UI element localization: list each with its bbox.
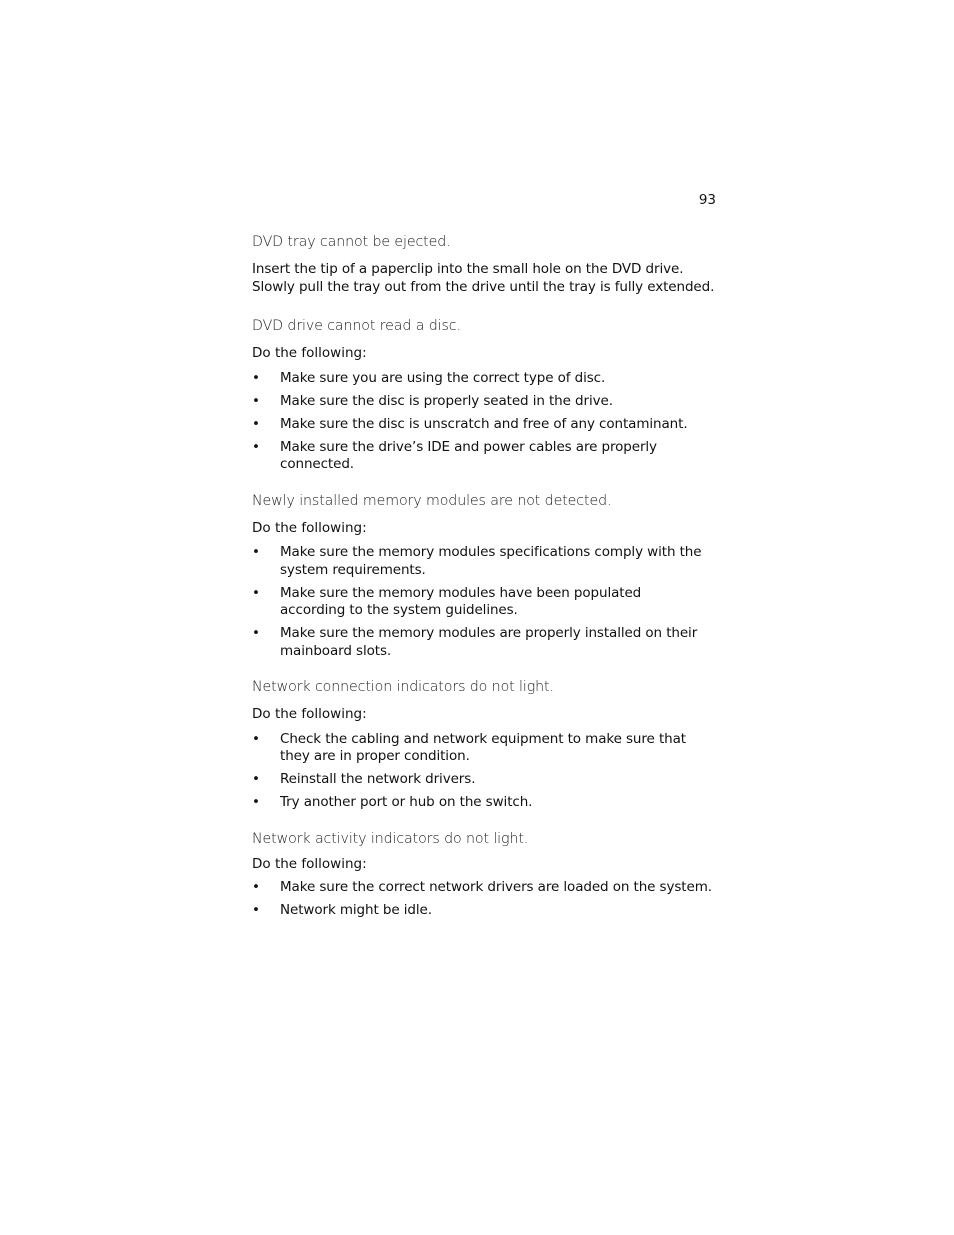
list-item — [252, 794, 722, 812]
bullet-icon: • — [252, 415, 260, 432]
intro-text: Do the following: — [252, 519, 367, 536]
section-network-activity — [252, 830, 722, 920]
list-item — [252, 771, 722, 789]
bullet-list — [252, 544, 722, 660]
list-item-text: Check the cabling and network equipment to make sure that they are in proper condition. — [280, 730, 686, 764]
list-item — [252, 902, 722, 920]
paragraph-line: Slowly pull the tray out from the drive until the tray is fully extended. — [252, 278, 715, 295]
list-item — [252, 416, 722, 434]
paragraph-line: Insert the tip of a paperclip into the small hole on the DVD drive. — [252, 261, 684, 277]
bullet-icon: • — [252, 392, 260, 409]
list-item-text: Network might be idle. — [280, 902, 432, 918]
list-item-text: Make sure the memory modules have been populated according to the system guidelines. — [280, 584, 642, 618]
list-item — [252, 585, 722, 620]
list-item — [252, 625, 722, 660]
list-item — [252, 370, 722, 388]
list-item — [252, 544, 722, 579]
list-item-text: Try another port or hub on the switch. — [280, 794, 533, 810]
page-content — [252, 233, 722, 920]
intro-text: Do the following: — [252, 706, 367, 722]
list-item — [252, 393, 722, 411]
bullet-icon: • — [252, 544, 260, 560]
list-item-text: Make sure the drive’s IDE and power cables are properly connected. — [280, 438, 657, 472]
section-network-connection — [252, 678, 722, 812]
intro-text: Do the following: — [252, 345, 367, 361]
bullet-icon: • — [252, 902, 260, 918]
bullet-icon: • — [252, 369, 260, 386]
bullet-icon: • — [252, 794, 260, 810]
bullet-icon: • — [252, 438, 260, 455]
bullet-icon: • — [252, 584, 260, 601]
list-item-text: Reinstall the network drivers. — [280, 771, 476, 787]
list-item — [252, 879, 722, 897]
instruction-paragraph — [252, 261, 722, 296]
bullet-icon: • — [252, 879, 260, 895]
list-item — [252, 439, 722, 474]
section-dvd-tray — [252, 233, 722, 296]
bullet-icon: • — [252, 771, 260, 787]
list-item-text: Make sure the memory modules are properly installed on their mainboard slots. — [280, 625, 698, 659]
list-item-text: Make sure the memory modules specifications comply with the system requirements. — [280, 544, 702, 578]
list-item-text: Make sure the disc is properly seated in the drive. — [280, 392, 613, 409]
section-memory — [252, 492, 722, 661]
section-heading: DVD tray cannot be ejected. — [252, 234, 451, 250]
intro-text: Do the following: — [252, 855, 367, 872]
section-heading: Network connection indicators do not light. — [252, 679, 554, 695]
bullet-list — [252, 370, 722, 474]
list-item-text: Make sure the correct network drivers are loaded on the system. — [280, 879, 712, 895]
list-item — [252, 731, 722, 766]
list-item-text: Make sure you are using the correct type of disc. — [280, 369, 606, 386]
section-heading: DVD drive cannot read a disc. — [252, 318, 461, 334]
section-dvd-read — [252, 317, 722, 474]
bullet-icon: • — [252, 730, 260, 747]
bullet-list — [252, 731, 722, 812]
bullet-list — [252, 879, 722, 920]
section-heading: Newly installed memory modules are not detected. — [252, 492, 612, 509]
list-item-text: Make sure the disc is unscratch and free of any contaminant. — [280, 415, 688, 432]
page-number: 93 — [698, 192, 716, 208]
section-heading: Network activity indicators do not light. — [252, 830, 529, 847]
bullet-icon: • — [252, 625, 260, 641]
